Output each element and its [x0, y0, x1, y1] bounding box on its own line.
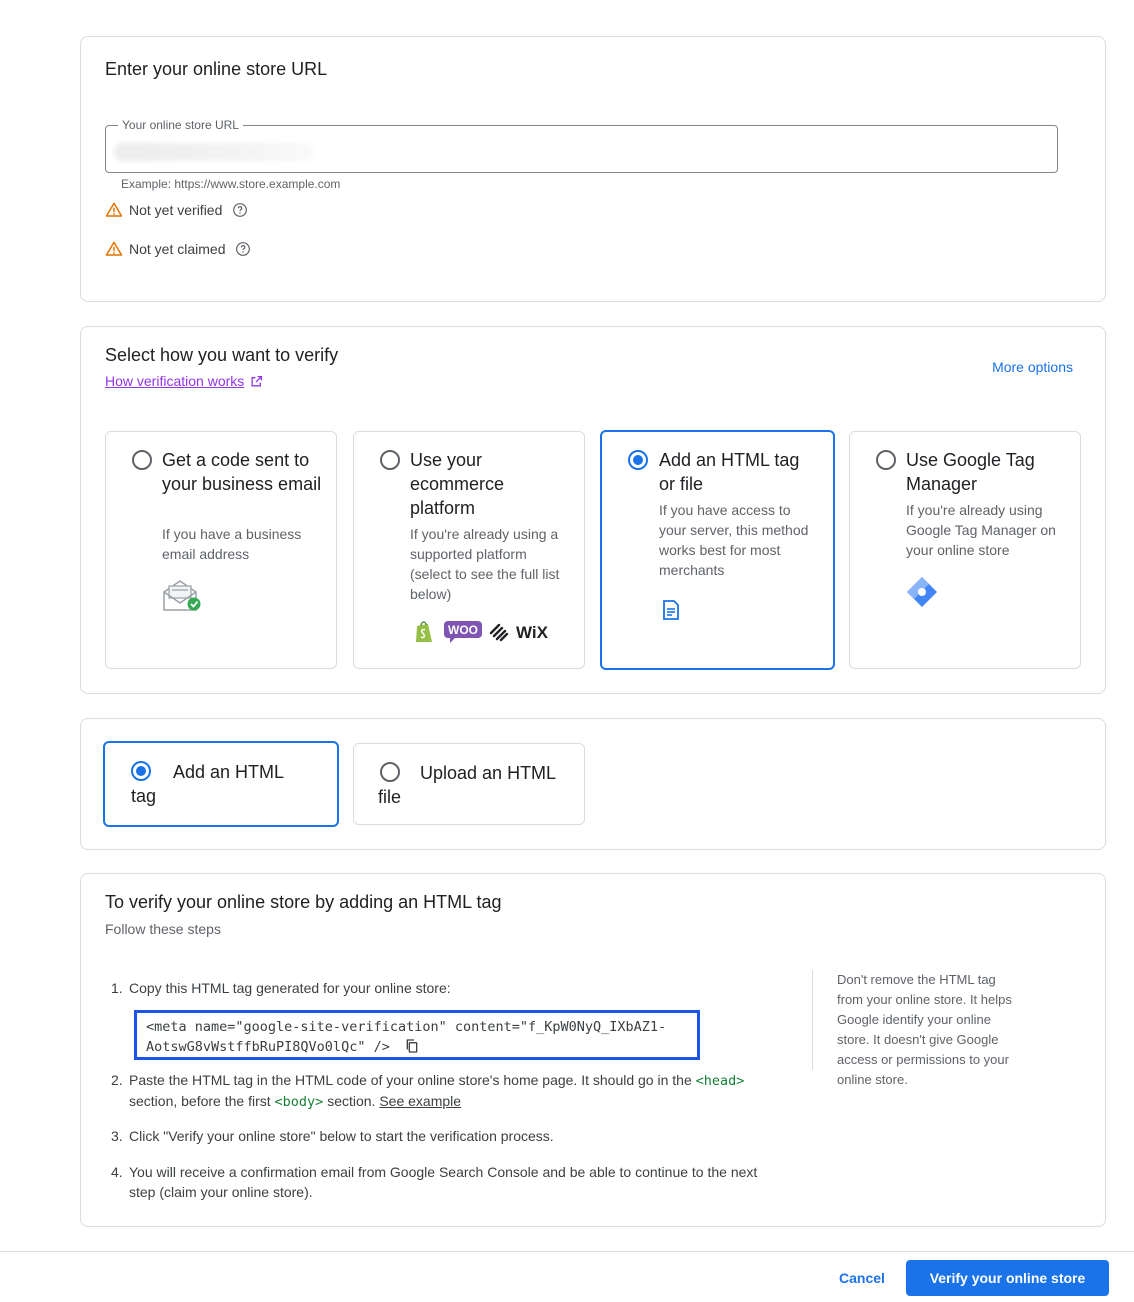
warning-icon [105, 201, 123, 219]
step-4: 4. You will receive a confirmation email from Google Search Console and be able to continue to the next step (claim your online store). [111, 1164, 758, 1200]
how-verification-works-link[interactable] [105, 373, 263, 389]
radio-google-tag-manager[interactable] [876, 450, 896, 470]
verification-code-box[interactable] [134, 1010, 700, 1060]
option-html-tag-or-file[interactable] [600, 430, 835, 670]
squarespace-icon [488, 622, 510, 642]
store-url-helper: Example: https://www.store.example.com [121, 177, 341, 191]
option-upload-html-file-title: Upload an HTML file [378, 763, 556, 807]
step-1: 1. Copy this HTML tag generated for your online store: [111, 980, 451, 996]
how-verification-works-label: How verification works [105, 373, 245, 389]
store-url-title: Enter your online store URL [105, 59, 328, 79]
verify-method-title: Select how you want to verify [105, 345, 339, 365]
step-1-text: Copy this HTML tag generated for your online store: [129, 980, 451, 996]
wix-icon [516, 623, 558, 641]
step-3: 3. Click "Verify your online store" below to start the verification process. [111, 1128, 554, 1144]
step-2-text-a: Paste the HTML tag in the HTML code of your online store's home page. It should go in the [129, 1072, 696, 1088]
option-add-html-tag-title: Add an HTML tag [131, 762, 284, 806]
help-icon[interactable] [235, 241, 251, 257]
blurred-url-value [114, 143, 314, 161]
cancel-button[interactable]: Cancel [839, 1270, 885, 1286]
document-icon [662, 600, 680, 620]
option-html-tag-or-file-desc: If you have access to your server, this method works best for most merchants [659, 502, 809, 578]
steps-title: To verify your online store by adding an HTML tag [105, 892, 502, 912]
store-url-input-label: Your online store URL [118, 118, 243, 132]
option-business-email[interactable] [105, 431, 337, 669]
svg-text:WOO: WOO [448, 623, 478, 637]
option-ecommerce-platform-desc: If you're already using a supported platform (select to see the full list below) [410, 526, 560, 602]
verify-method-card [80, 326, 1106, 694]
radio-business-email[interactable] [132, 450, 152, 470]
step-2: 2. Paste the HTML tag in the HTML code of your online store's home page. It should go in the <head> section, before the first <body> section. See example [111, 1072, 745, 1110]
help-icon[interactable] [232, 202, 248, 218]
side-note: Don't remove the HTML tag from your online store. It helps Google identify your online store. It doesn't give Google access or permissions to your online store. [812, 970, 1022, 1070]
claimed-status-text: Not yet claimed [129, 241, 226, 257]
woocommerce-icon [444, 621, 482, 643]
shopify-icon [414, 620, 434, 644]
step-2-text-c: section. [323, 1093, 380, 1109]
option-business-email-title: Get a code sent to your business email [162, 450, 322, 494]
option-google-tag-manager[interactable] [849, 431, 1081, 669]
step-2-text-b: section, before the first [129, 1093, 275, 1109]
option-google-tag-manager-desc: If you're already using Google Tag Manager on your online store [906, 502, 1056, 558]
steps-subtitle: Follow these steps [105, 921, 221, 937]
option-upload-html-file[interactable] [353, 743, 585, 825]
option-html-tag-or-file-title: Add an HTML tag or file [659, 450, 800, 494]
verified-status [105, 201, 248, 219]
option-add-html-tag[interactable] [103, 741, 339, 827]
radio-html-tag-or-file[interactable] [628, 450, 648, 470]
footer-divider [0, 1251, 1134, 1252]
radio-ecommerce-platform[interactable] [380, 450, 400, 470]
head-tag: <head> [695, 1073, 745, 1089]
copy-icon[interactable] [404, 1038, 420, 1054]
option-business-email-desc: If you have a business email address [162, 526, 302, 562]
verified-status-text: Not yet verified [129, 202, 223, 218]
email-verified-icon [162, 578, 204, 614]
store-url-input[interactable] [105, 118, 1058, 173]
google-tag-manager-icon [906, 576, 938, 608]
body-tag: <body> [274, 1094, 324, 1110]
option-google-tag-manager-title: Use Google Tag Manager [906, 450, 1035, 494]
step-3-text: Click "Verify your online store" below to start the verification process. [129, 1128, 554, 1144]
verification-steps-card [80, 873, 1106, 1227]
svg-text:WiX: WiX [516, 623, 548, 641]
step-4-text: You will receive a confirmation email from Google Search Console and be able to continue to the next step (claim your online store). [129, 1164, 758, 1200]
option-ecommerce-platform[interactable] [353, 431, 585, 669]
see-example-link[interactable]: See example [379, 1093, 462, 1109]
store-url-card [80, 36, 1106, 302]
more-options-button[interactable]: More options [992, 359, 1073, 375]
verify-store-button[interactable]: Verify your online store [906, 1260, 1109, 1296]
warning-icon [105, 240, 123, 258]
html-method-card [80, 718, 1106, 850]
verification-meta-tag: <meta name="google-site-verification" content="f_KpW0NyQ_IXbAZ1-AotswG8vWstffbRuPI8QVo0lQc" /> [146, 1019, 667, 1055]
claimed-status [105, 240, 251, 258]
option-ecommerce-platform-title: Use your ecommerce platform [410, 450, 505, 518]
external-link-icon [250, 375, 263, 388]
